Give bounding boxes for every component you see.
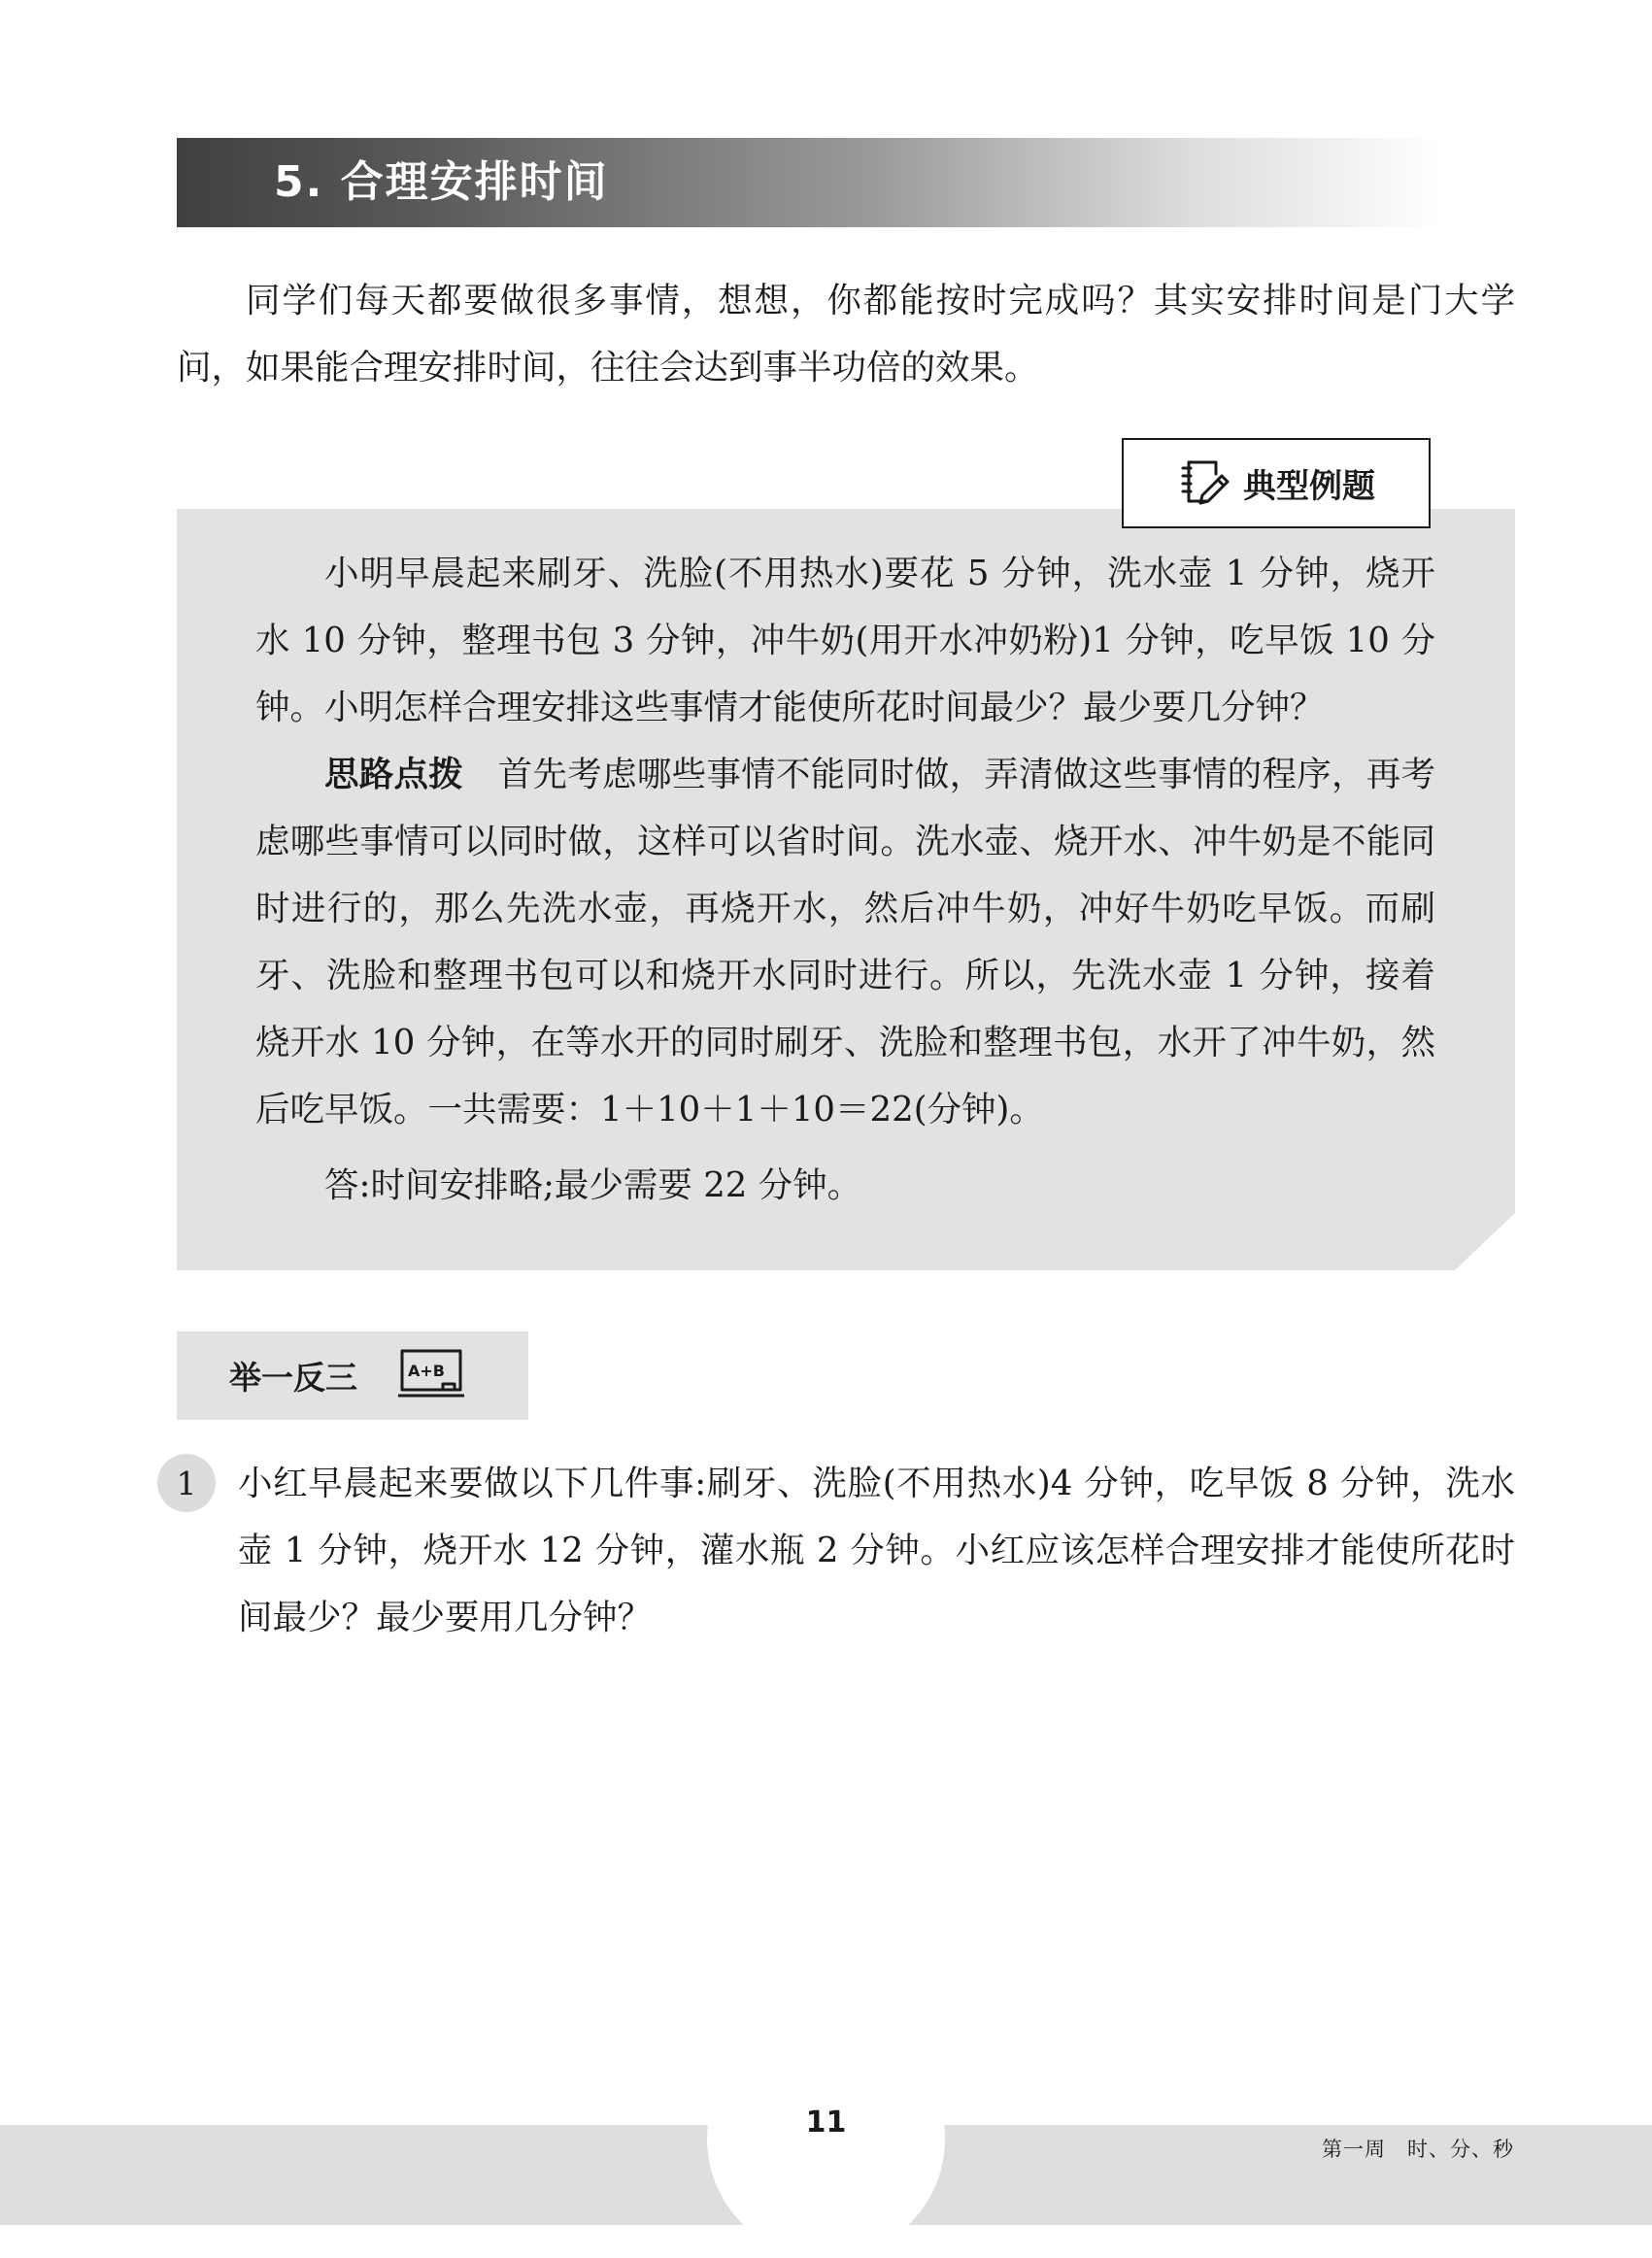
blackboard-icon [396, 1347, 466, 1405]
page-number: 11 [805, 2106, 847, 2140]
hint-label: 思路点拨 [324, 755, 464, 794]
example-tab [1122, 438, 1431, 528]
question-number: 1 [157, 1454, 216, 1512]
example-answer: 答:时间安排略;最少需要 22 分钟。 [324, 1165, 862, 1205]
example-problem: 小明早晨起来刷牙、洗脸(不用热水)要花 5 分钟，洗水壶 1 分钟，烧开水 10 分钟，整理书包 3 分钟，冲牛奶(用开水冲奶粉)1 分钟，吃早饭 10 分钟。小明怎样合理安排这些事情才能使所花时间最少？最少要几分钟？ [255, 554, 1435, 727]
practice-tag [177, 1331, 528, 1420]
hint-text: 首先考虑哪些事情不能同时做，弄清做这些事情的程序，再考虑哪些事情可以同时做，这样可以省时间。洗水壶、烧开水、冲牛奶是不能同时进行的，那么先洗水壶，再烧开水，然后冲牛奶，冲好牛奶吃早饭。而刷牙、洗脸和整理书包可以和烧开水同时进行。所以，先洗水壶 1 分钟，接着烧开水 10 分钟，在等水开的同时刷牙、洗脸和整理书包，水开了冲牛奶，然后吃早饭。一共需要：1＋10＋1＋10＝22(分钟)。 [255, 755, 1435, 1129]
chapter-label: 第一周 时、分、秒 [1322, 2138, 1514, 2161]
section-title: 5. 合理安排时间 [274, 157, 609, 207]
example-tab-label: 典型例题 [1243, 467, 1375, 506]
example-hint [255, 741, 1435, 1143]
pencil-note-icon [1177, 455, 1231, 513]
question-text: 小红早晨起来要做以下几件事:刷牙、洗脸(不用热水)4 分钟，吃早饭 8 分钟，洗水壶 1 分钟，烧开水 12 分钟，灌水瓶 2 分钟。小红应该怎样合理安排才能使所花时间最少？最少要用几分钟？ [238, 1464, 1515, 1637]
intro-paragraph: 同学们每天都要做很多事情，想想，你都能按时完成吗？其实安排时间是门大学问，如果能合理安排时间，往往会达到事半功倍的效果。 [177, 281, 1515, 388]
practice-tag-label: 举一反三 [229, 1359, 357, 1397]
board-text: A+B [408, 1361, 445, 1380]
section-title-bar [177, 138, 1439, 227]
